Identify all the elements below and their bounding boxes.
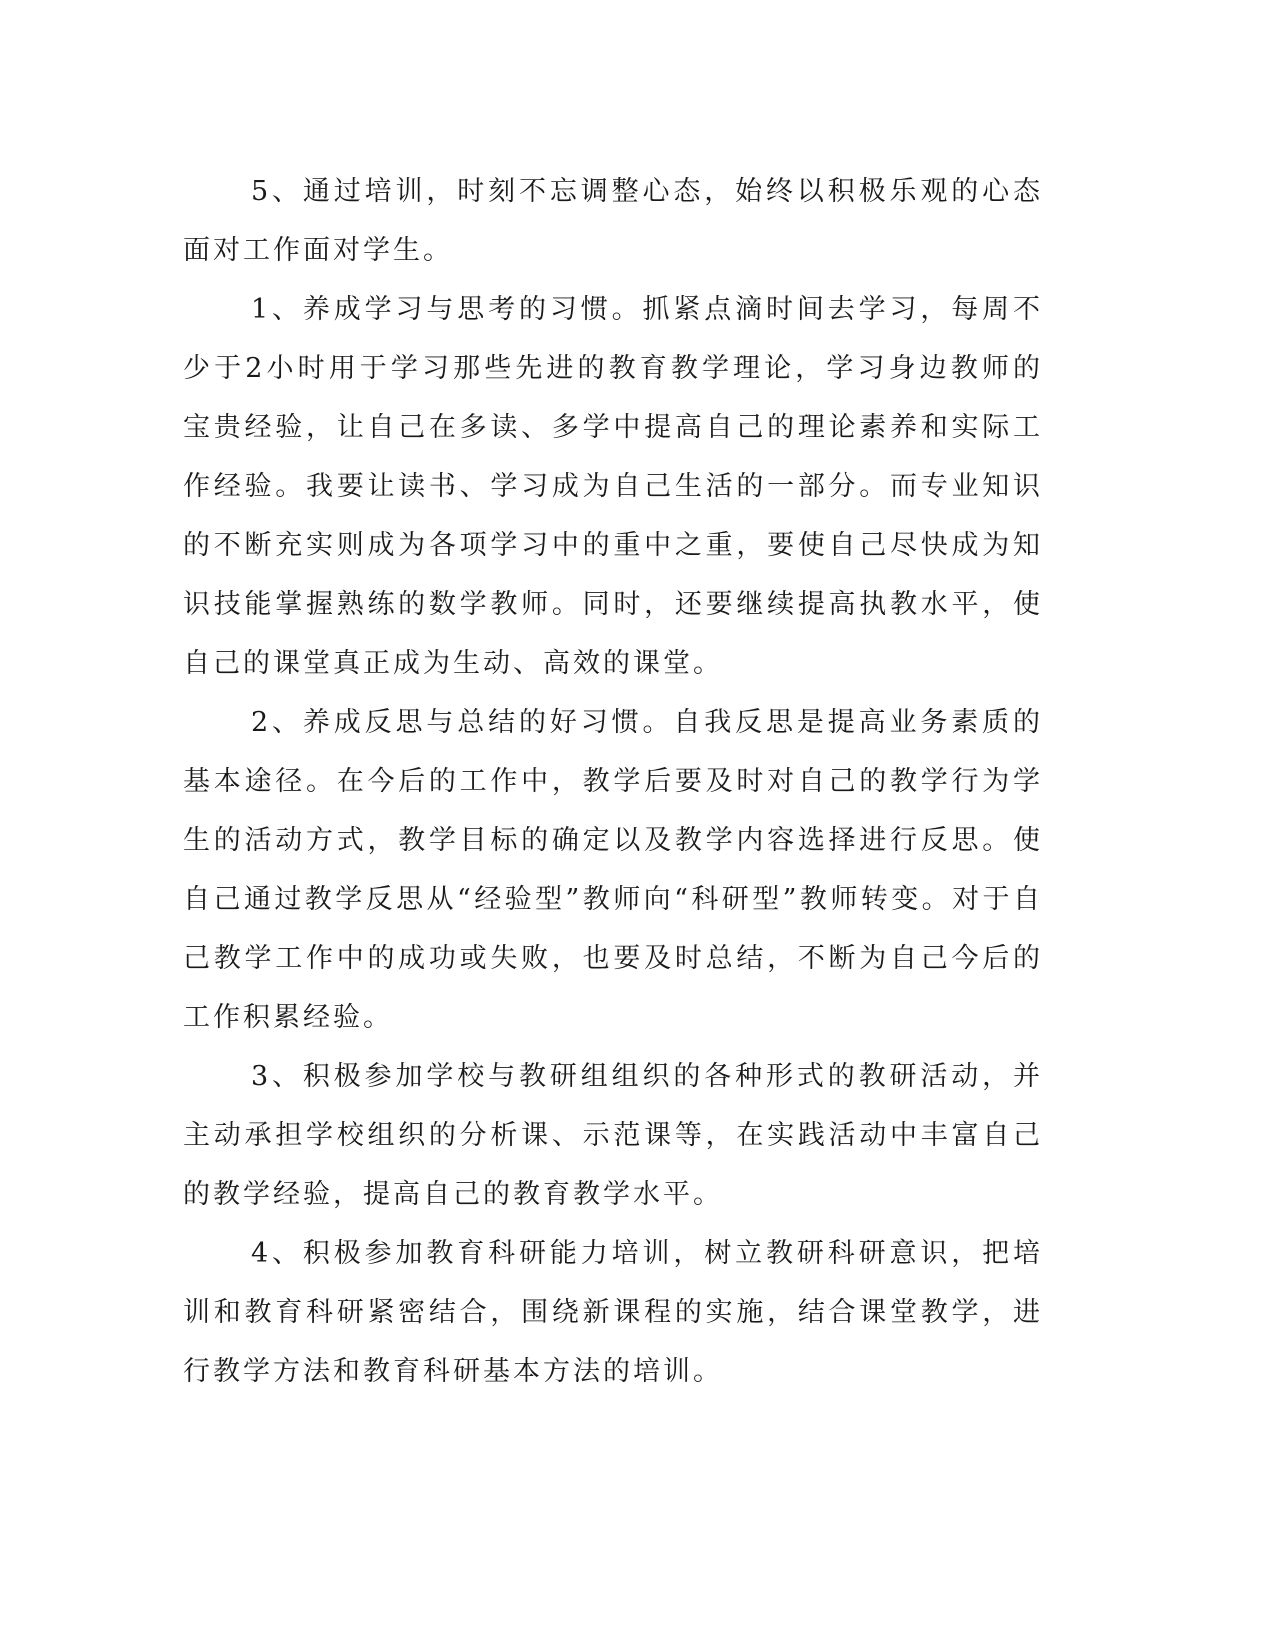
paragraph-item-4: 4、积极参加教育科研能力培训，树立教研科研意识，把培训和教育科研紧密结合，围绕新课程的实施，结合课堂教学，进行教学方法和教育科研基本方法的培训。 (183, 1238, 1043, 1387)
paragraph-item-2: 2、养成反思与总结的好习惯。自我反思是提高业务素质的基本途径。在今后的工作中，教学后要及时对自己的教学行为学生的活动方式，教学目标的确定以及教学内容选择进行反思。使自己通过教学反思从“经验型”教师向“科研型”教师转变。对于自己教学工作中的成功或失败，也要及时总结，不断为自己今后的工作积累经验。 (183, 707, 1043, 1033)
paragraph-item-3: 3、积极参加学校与教研组组织的各种形式的教研活动，并主动承担学校组织的分析课、示范课等，在实践活动中丰富自己的教学经验，提高自己的教育教学水平。 (183, 1061, 1043, 1210)
document-body (183, 162, 1043, 1401)
paragraph-item-5: 5、通过培训，时刻不忘调整心态，始终以积极乐观的心态面对工作面对学生。 (183, 176, 1043, 266)
paragraph-item-1: 1、养成学习与思考的习惯。抓紧点滴时间去学习，每周不少于2小时用于学习那些先进的教育教学理论，学习身边教师的宝贵经验，让自己在多读、多学中提高自己的理论素养和实际工作经验。我要让读书、学习成为自己生活的一部分。而专业知识的不断充实则成为各项学习中的重中之重，要使自己尽快成为知识技能掌握熟练的数学教师。同时，还要继续提高执教水平，使自己的课堂真正成为生动、高效的课堂。 (183, 294, 1043, 679)
